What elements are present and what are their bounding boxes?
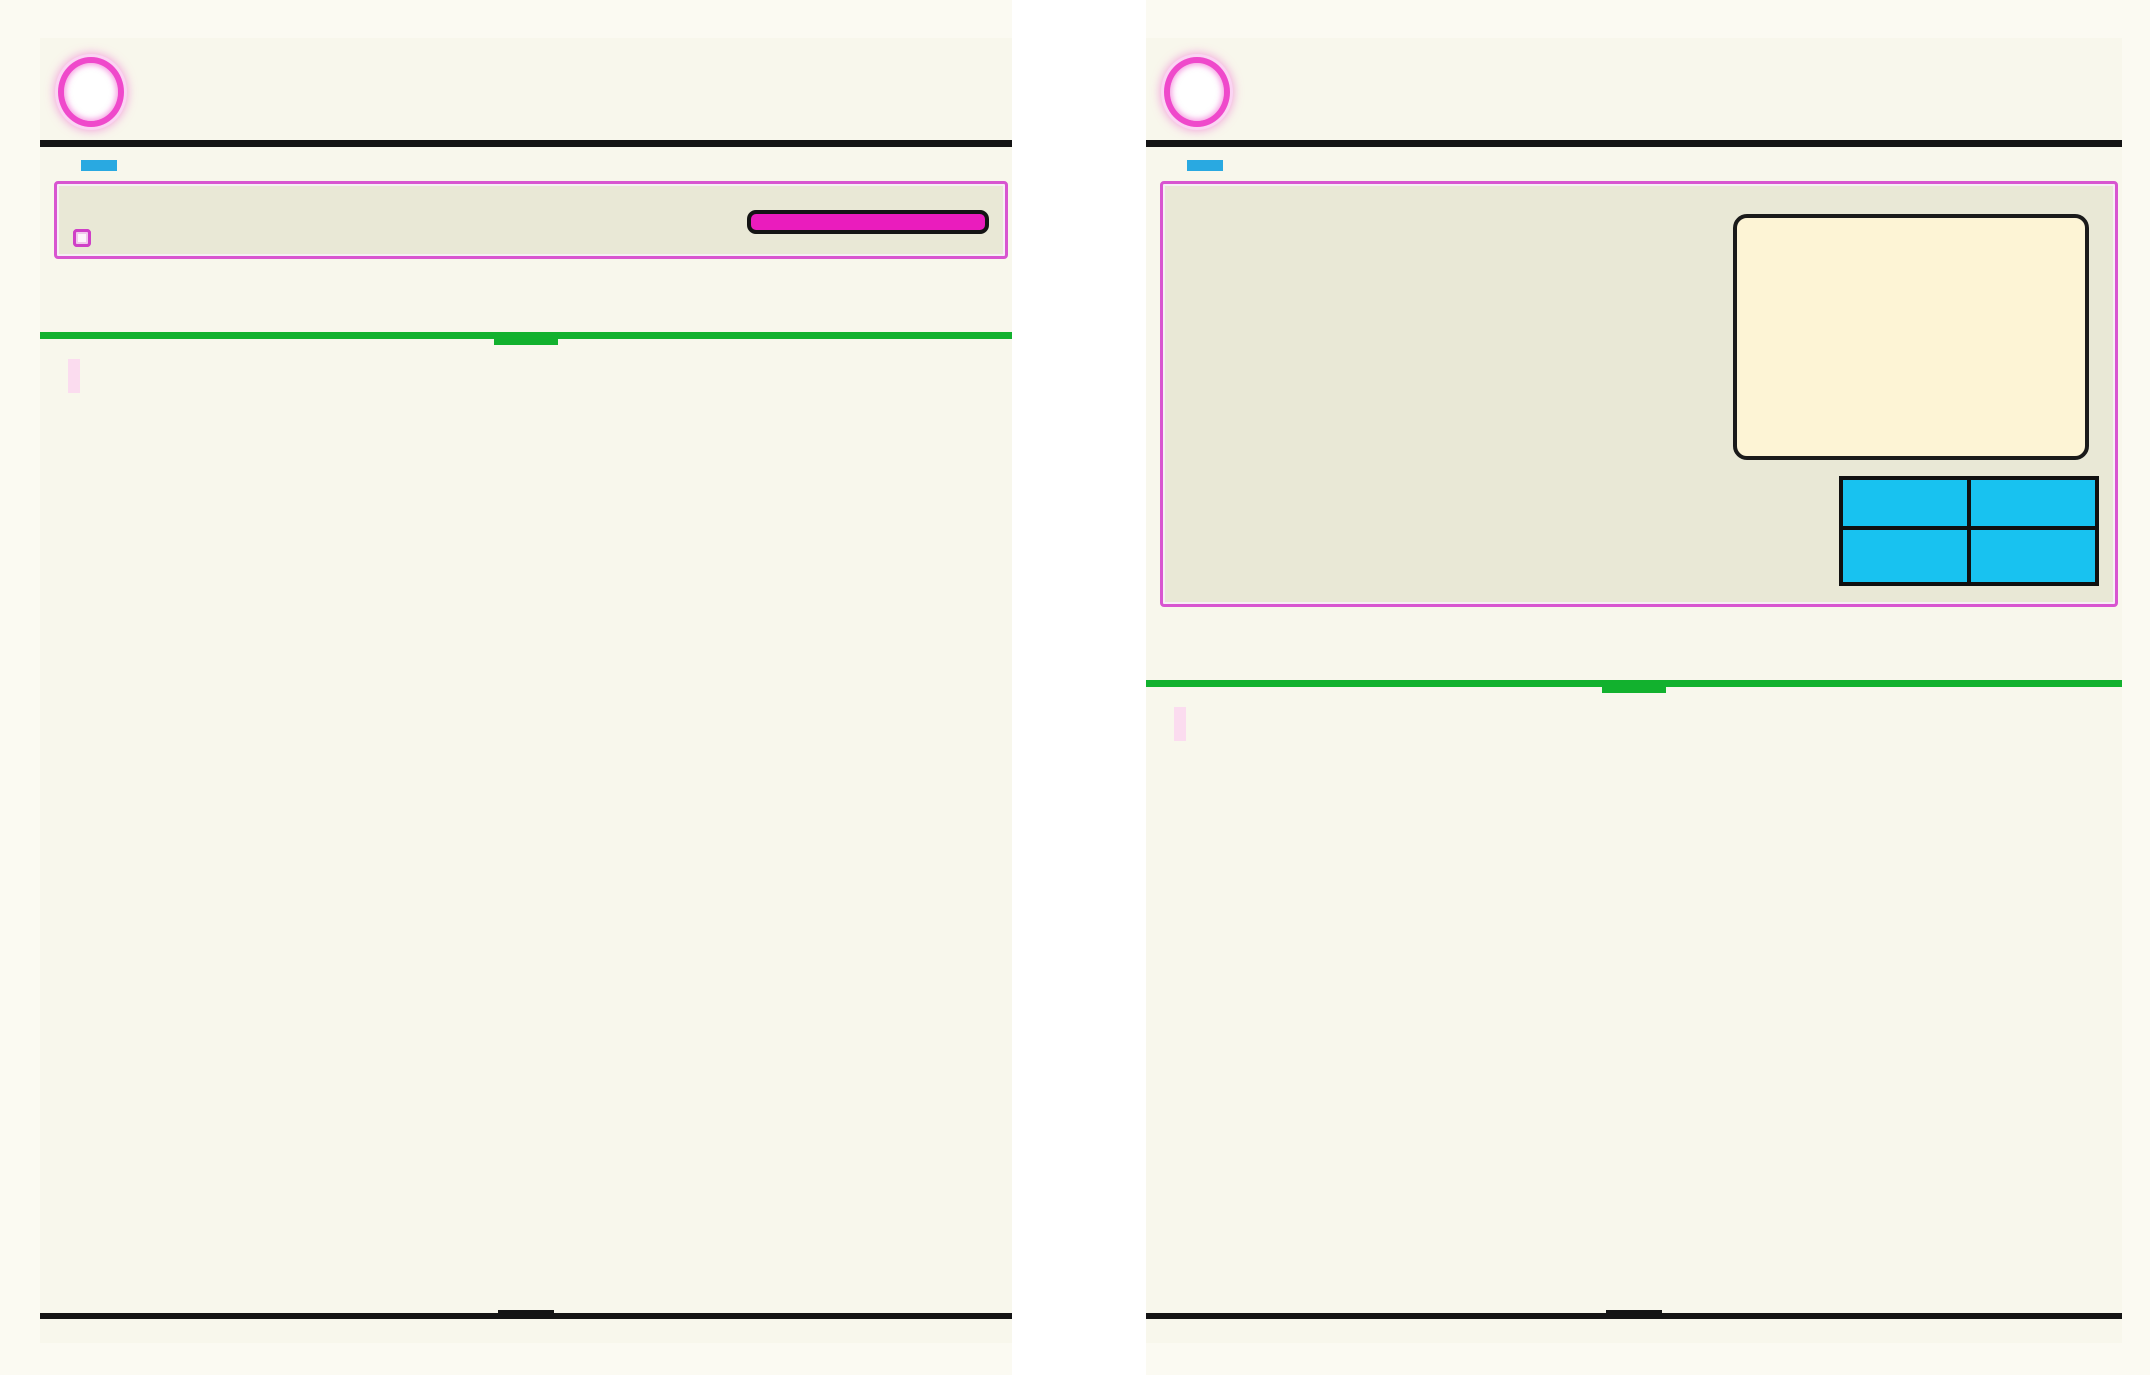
read-carefully-label [1187, 160, 1223, 171]
section-a-label [1174, 709, 2096, 740]
header-rule [1146, 140, 2122, 147]
exercise-section [1174, 709, 2096, 780]
equals-column [1741, 337, 1859, 339]
example-box [747, 210, 989, 234]
page-footer [40, 1313, 1012, 1319]
do-yourself-banner [1602, 683, 1666, 693]
ice-cream-illustration [1733, 214, 2089, 460]
tens-ones-table [1839, 476, 2099, 586]
checkbox-bullet-icon [73, 229, 91, 247]
do-yourself-banner [494, 335, 558, 345]
exercise-section [68, 361, 986, 392]
table-header-row [1841, 478, 2097, 528]
tens-value-cell [1841, 528, 1969, 584]
lesson-header [1164, 50, 2122, 134]
page-footer [1146, 1313, 2122, 1319]
table-value-row [1841, 528, 2097, 584]
lesson-header [58, 50, 1012, 134]
do-yourself-section [40, 279, 1012, 347]
page-right [1146, 38, 2122, 1343]
ones-header-cell [1969, 478, 2097, 528]
illustration-column [1733, 214, 2101, 586]
cone-pinwheel [1859, 232, 2071, 444]
section-a-label [68, 361, 986, 392]
read-carefully-label [81, 160, 117, 171]
page-number [498, 1310, 554, 1318]
lesson-number-badge [1164, 57, 1230, 127]
tens-header-cell [1841, 478, 1969, 528]
page-gutter [1012, 0, 1146, 1375]
read-carefully-box [1160, 181, 2118, 607]
page-number [1606, 1310, 1662, 1318]
do-yourself-section [1146, 627, 2122, 695]
lesson-number-badge [58, 57, 124, 127]
fill-blank-figure [1204, 746, 2096, 780]
header-rule [40, 140, 1012, 147]
page-left [40, 38, 1012, 1343]
equals-one-ten-row [1741, 232, 2081, 444]
ones-value-cell [1969, 528, 2097, 584]
read-carefully-box [54, 181, 1008, 259]
